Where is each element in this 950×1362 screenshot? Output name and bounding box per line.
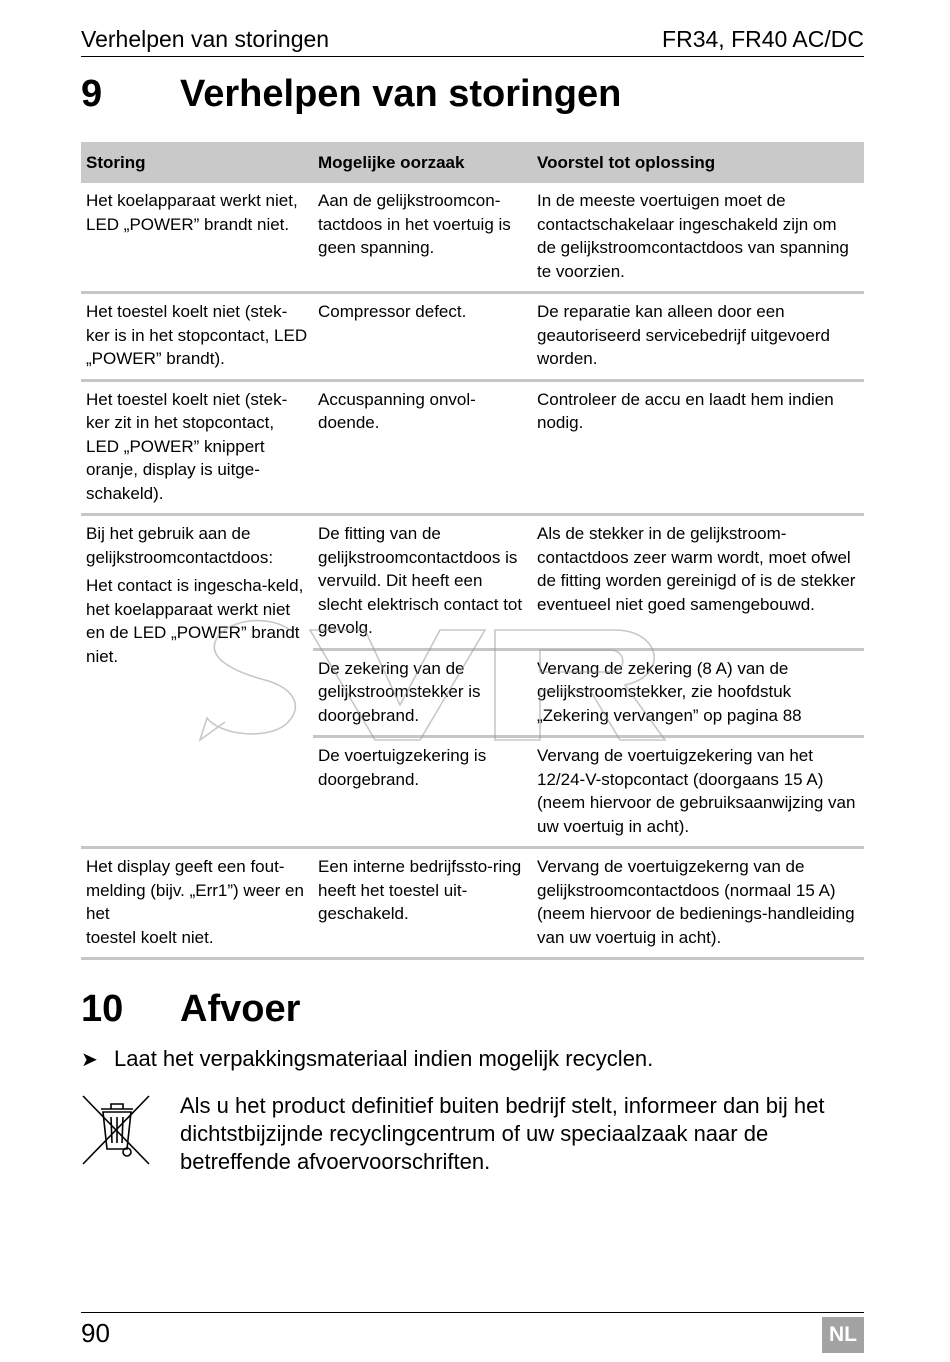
fault-context: Bij het gebruik aan de gelijkstroomcontactdoos:: [86, 524, 274, 567]
cause-cell: Een interne bedrijfssto-ring heeft het toestel uit-geschakeld.: [313, 848, 532, 959]
table-row: [81, 848, 864, 959]
crossed-out-wheelie-bin-icon: [81, 1093, 151, 1167]
instruction-line: [81, 1044, 864, 1075]
page-footer: [81, 1312, 864, 1348]
column-header-remedy: Voorstel tot oplossing: [532, 142, 864, 183]
cause-cell: De voertuigzekering is doorgebrand.: [313, 737, 532, 848]
section-10-heading: [81, 987, 300, 1031]
remedy-cell: Als de stekker in de gelijkstroom-contactdoos zeer warm wordt, moet ofwel de fitting worden gereinigd of is de stekker eventueel niet goed samengebouwd.: [532, 515, 864, 650]
remedy-cell: De reparatie kan alleen door een geautoriseerd servicebedrijf uitgevoerd worden.: [532, 293, 864, 381]
fault-cell: [81, 848, 313, 959]
fault-description: Het contact is ingescha-keld, het koelapparaat werkt niet en de LED „POWER” brandt niet.: [86, 576, 304, 666]
section-9-number: 9: [81, 73, 103, 115]
cause-cell: De zekering van de gelijkstroomstekker is doorgebrand.: [313, 649, 532, 737]
remedy-cell: Controleer de accu en laadt hem indien nodig.: [532, 380, 864, 515]
fault-cell: Het koelapparaat werkt niet, LED „POWER” brandt niet.: [81, 183, 313, 293]
section-10-number: 10: [81, 988, 124, 1030]
cause-cell: De fitting van de gelijkstroomcontactdoos is vervuild. Dit heeft een slecht elektrisch contact tot gevolg.: [313, 515, 532, 650]
remedy-cell: In de meeste voertuigen moet de contactschakelaar ingeschakeld zijn om de gelijkstroomcontactdoos van spanning te voorzien.: [532, 183, 864, 293]
troubleshooting-table: [81, 142, 864, 960]
section-9-heading: [81, 72, 621, 116]
remedy-cell: Vervang de voertuigzekerng van de gelijkstroomcontactdoos (normaal 15 A) (neem hiervoor de bedienings-handleiding van uw voertuig in acht).: [532, 848, 864, 959]
column-header-fault: Storing: [81, 142, 313, 183]
fault-text-line-2: toestel koelt niet.: [86, 927, 214, 947]
page-header: [81, 22, 864, 57]
section-9-title: Verhelpen van storingen: [180, 73, 622, 115]
table-row: [81, 515, 864, 650]
cause-cell: Aan de gelijkstroomcon-tactdoos in het voertuig is geen spanning.: [313, 183, 532, 293]
header-section-title: Verhelpen van storingen: [81, 26, 330, 52]
section-10-title: Afvoer: [180, 988, 301, 1030]
fault-cell: Het toestel koelt niet (stek-ker zit in het stopcontact, LED „POWER” knippert oranje, display is uitge-schakeld).: [81, 380, 313, 515]
fault-text-line-1: Het display geeft een fout-melding (bijv. „Err1”) weer en het: [86, 857, 304, 923]
instruction-text: Laat het verpakkingsmateriaal indien mogelijk recyclen.: [114, 1046, 654, 1071]
fault-cell: Het toestel koelt niet (stek-ker is in het stopcontact, LED „POWER” brandt).: [81, 293, 313, 381]
table-row: [81, 183, 864, 293]
cause-cell: Accuspanning onvol-doende.: [313, 380, 532, 515]
remedy-cell: Vervang de zekering (8 A) van de gelijkstroomstekker, zie hoofdstuk „Zekering vervangen” op pagina 88: [532, 649, 864, 737]
arrow-right-icon: ➤: [81, 1049, 98, 1071]
header-model: FR34, FR40 AC/DC: [662, 26, 864, 52]
column-header-cause: Mogelijke oorzaak: [313, 142, 532, 183]
remedy-cell: Vervang de voertuigzekering van het 12/24-V-stopcontact (doorgaans 15 A) (neem hiervoor de gebruiksaanwijzing van uw voertuig in acht).: [532, 737, 864, 848]
table-row: [81, 380, 864, 515]
page-number: 90: [81, 1318, 110, 1348]
disposal-notice: Als u het product definitief buiten bedrijf stelt, informeer dan bij het dichtstbijzijnde recyclingcentrum of uw speciaalzaak naar de betreffende afvoervoorschriften.: [180, 1093, 825, 1174]
table-header-row: [81, 142, 864, 183]
table-row: [81, 293, 864, 381]
language-badge: NL: [822, 1317, 864, 1353]
cause-cell: Compressor defect.: [313, 293, 532, 381]
fault-cell: [81, 515, 313, 848]
